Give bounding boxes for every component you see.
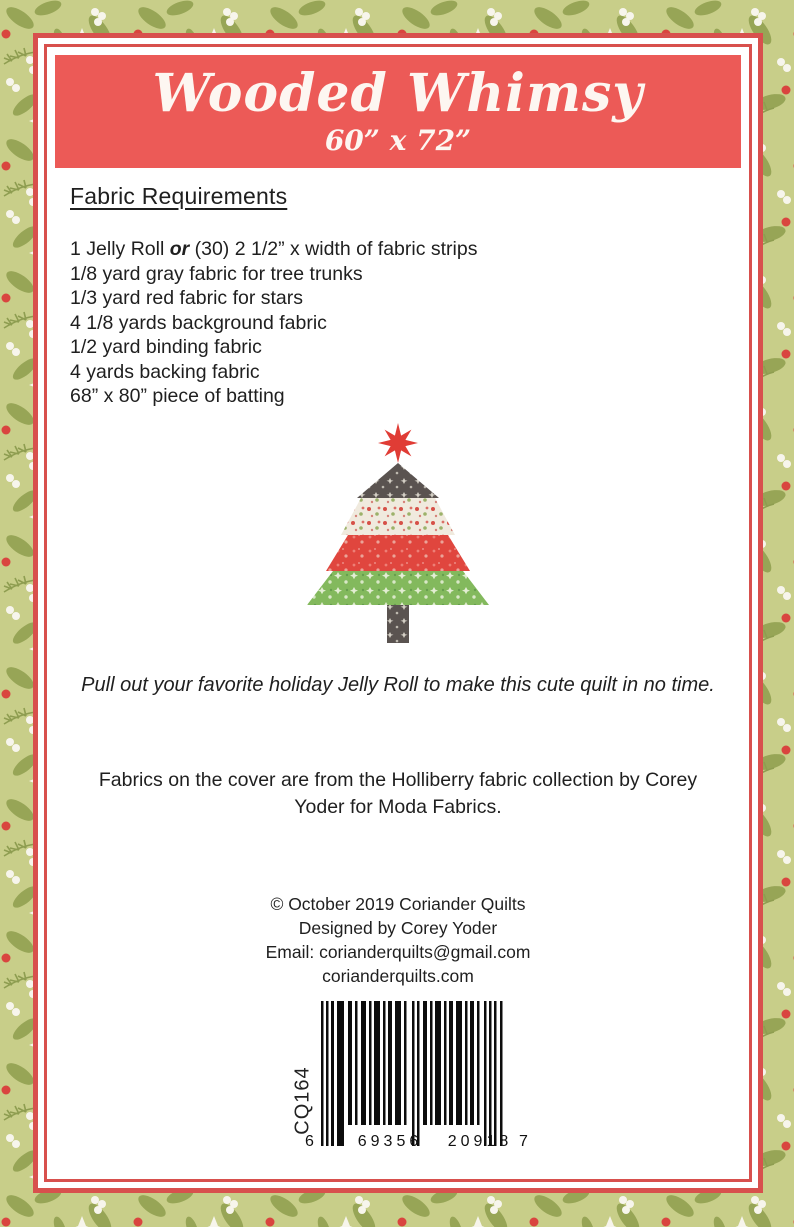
red-double-frame	[33, 33, 763, 1193]
designer-line: Designed by Corey Yoder	[298, 917, 498, 938]
barcode	[273, 1001, 528, 1151]
pattern-title: Wooded Whimsy	[152, 62, 644, 124]
tree-star	[378, 423, 418, 463]
barcode-sku-label: CQ164	[291, 1065, 314, 1135]
fabric-requirements-list	[70, 237, 749, 409]
barcode-digit-left: 6	[305, 1132, 314, 1150]
fabric-requirements-heading: Fabric Requirements	[70, 183, 288, 209]
quilt-tree-graphic	[302, 421, 494, 645]
fabric-item-jelly-roll	[70, 237, 749, 262]
fabric-item: 4 yards backing fabric	[70, 360, 260, 383]
barcode-digit-group2: 20918	[447, 1132, 513, 1150]
content-area	[44, 44, 752, 1182]
barcode-bars	[321, 1001, 511, 1149]
quilt-size: 60” x 72”	[324, 123, 472, 157]
fabric-item: 68” x 80” piece of batting	[70, 385, 285, 407]
copyright-line: © October 2019 Coriander Quilts	[270, 893, 526, 914]
fabric-collection-credit: Fabrics on the cover are from the Holliberry fabric collection by Corey Yoder for Moda Fabrics.	[98, 768, 698, 818]
barcode-digit-group1: 69356	[357, 1132, 423, 1150]
fabric-item: 4 1/8 yards background fabric	[70, 311, 327, 334]
email-line: Email: corianderquilts@gmail.com	[265, 941, 531, 962]
fabric-item: 1/3 yard red fabric for stars	[70, 287, 304, 309]
fabric-item-text: 1 Jelly Roll	[70, 238, 170, 260]
tagline-text: Pull out your favorite holiday Jelly Roll to make this cute quilt in no time.	[81, 673, 715, 696]
publisher-info	[47, 892, 749, 988]
fabric-item-emphasis: or	[169, 238, 190, 260]
title-banner	[55, 55, 741, 168]
fabric-item-text: (30) 2 1/2” x width of fabric strips	[189, 238, 478, 260]
fabric-item: 1/2 yard binding fabric	[70, 336, 262, 358]
website-line: corianderquilts.com	[322, 965, 474, 986]
barcode-digit-right: 7	[519, 1132, 528, 1150]
fabric-item: 1/8 yard gray fabric for tree trunks	[70, 262, 363, 285]
